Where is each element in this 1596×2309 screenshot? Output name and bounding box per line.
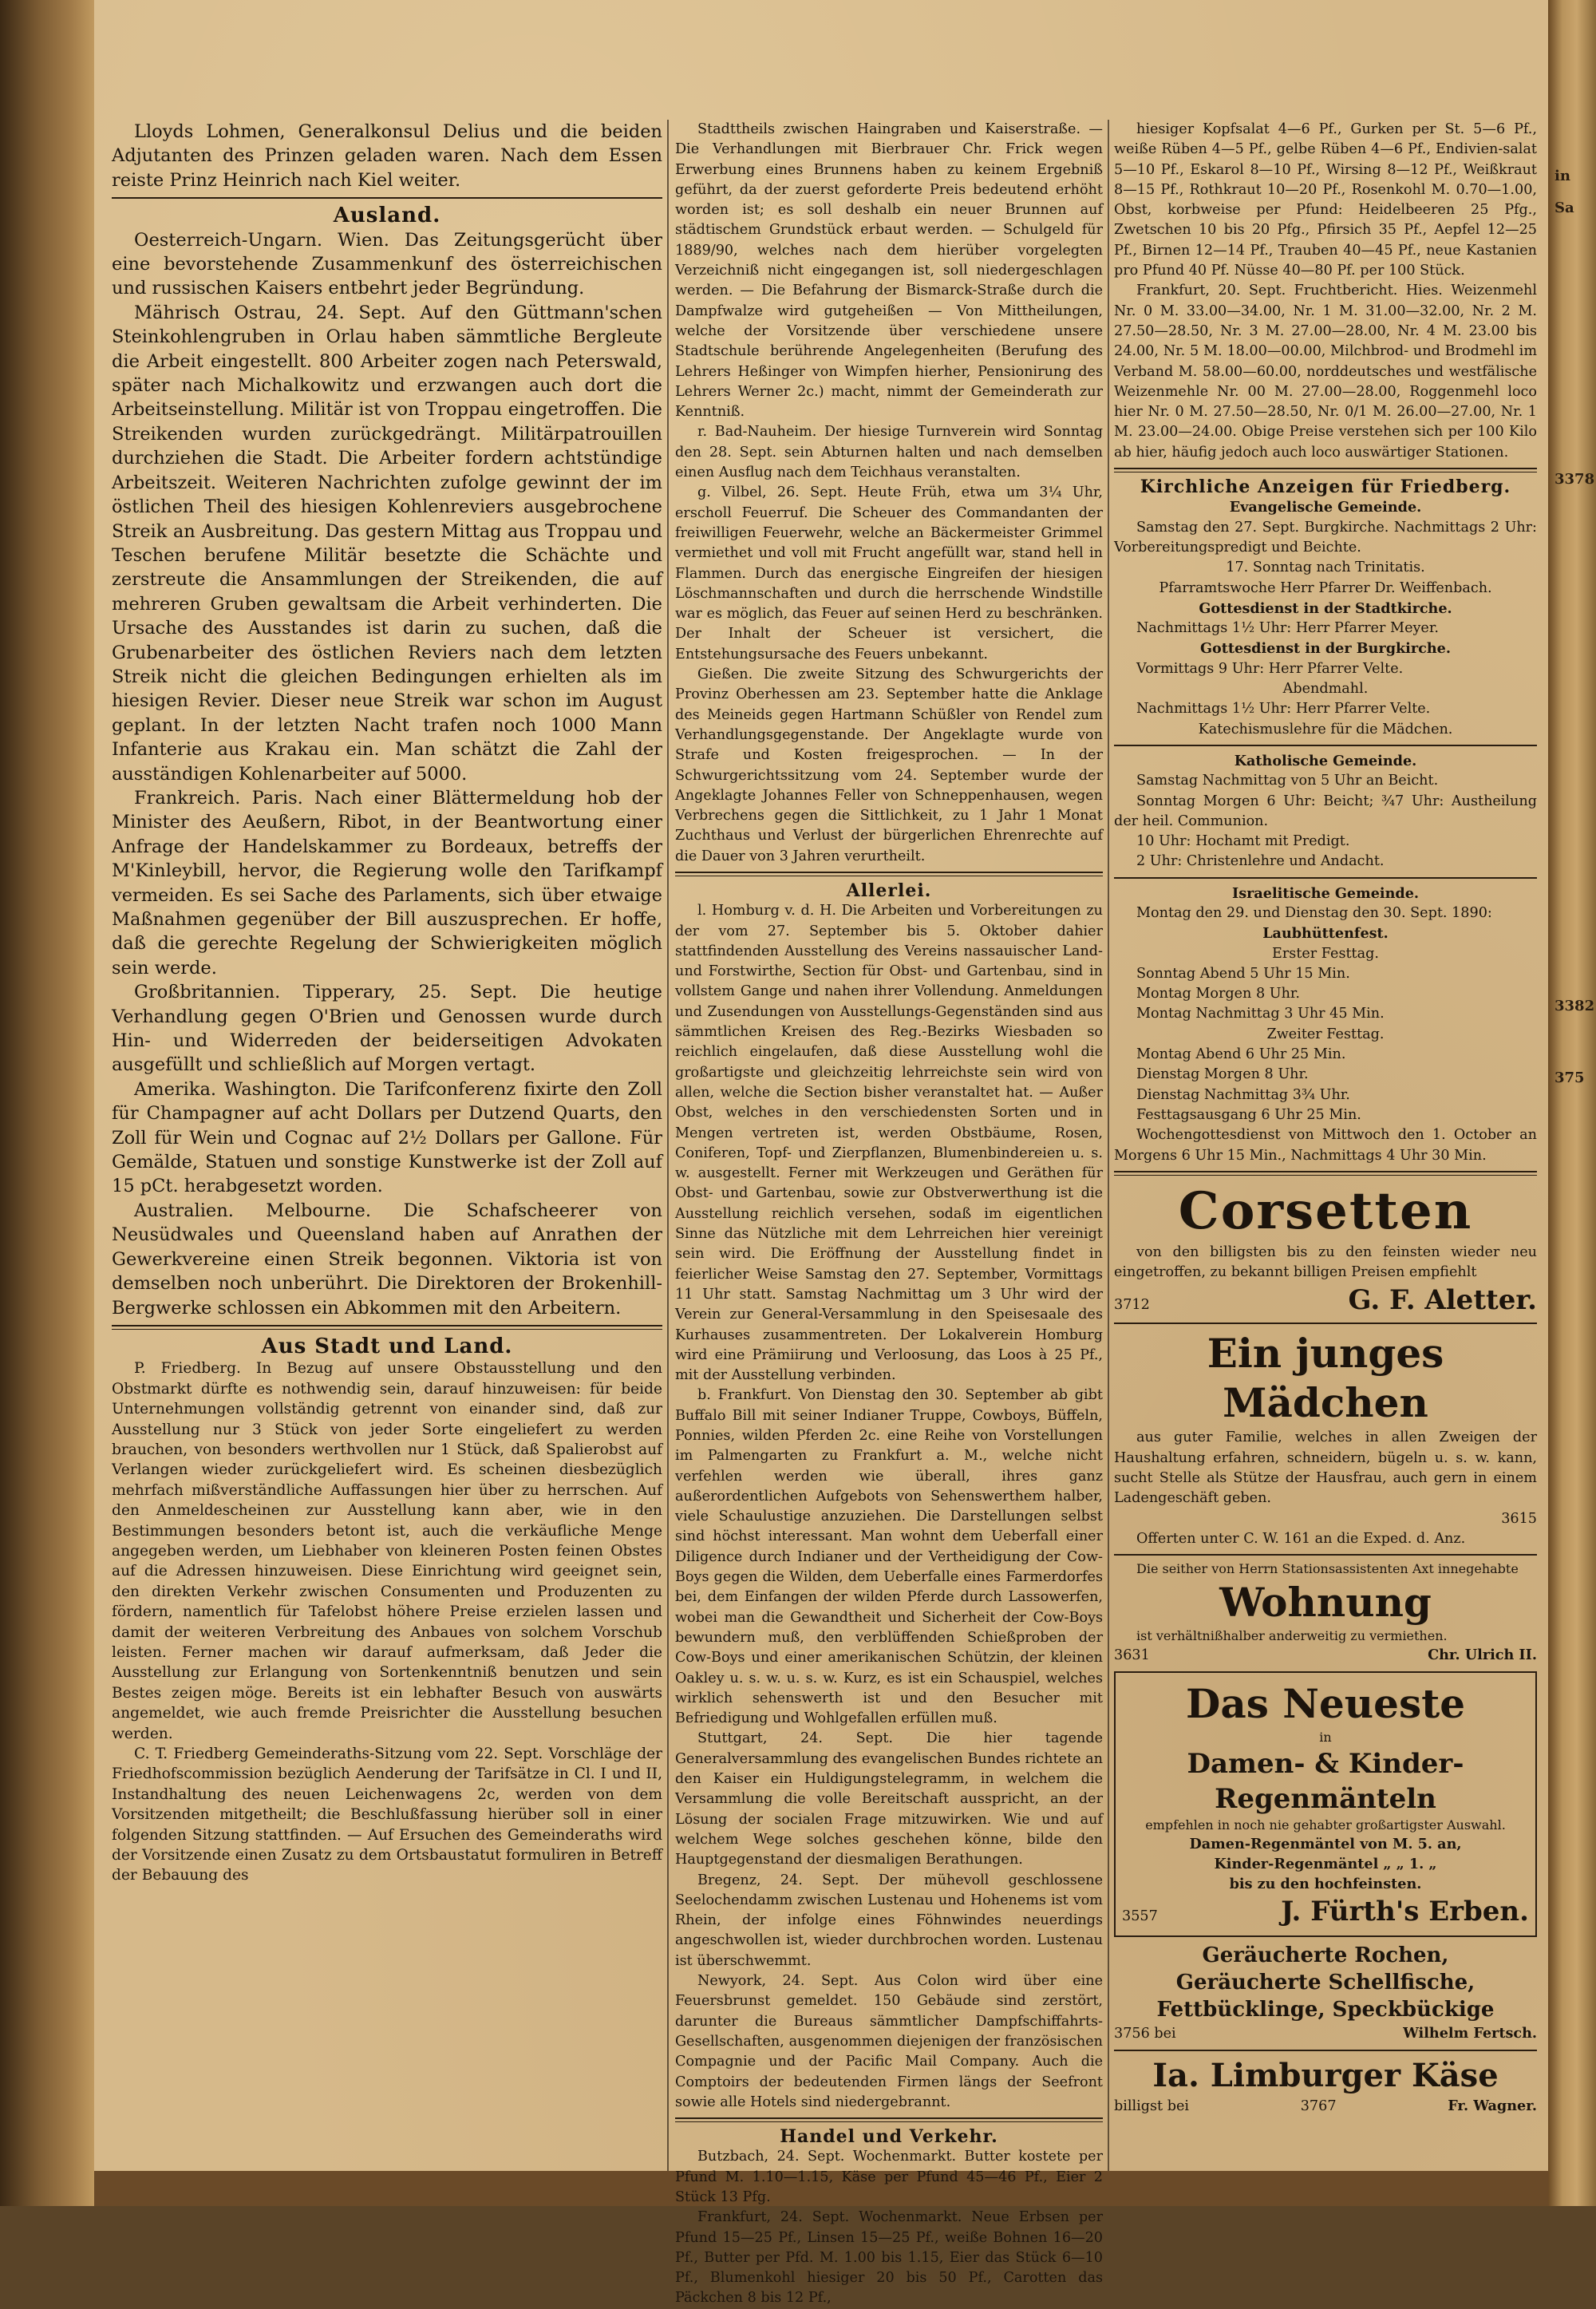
church-line: Samstag Nachmittag von 5 Uhr an Beicht. <box>1136 773 1439 789</box>
divider <box>1114 877 1537 879</box>
column-2 <box>675 120 1103 2309</box>
church-line: Nachmittags 1½ Uhr: Herr Pfarrer Meyer. <box>1136 620 1439 637</box>
divider <box>1114 468 1537 472</box>
church-line: Sonntag Abend 5 Uhr 15 Min. <box>1136 965 1350 982</box>
ad-regenmaentel <box>1114 1671 1537 1938</box>
section-heading-handel: Handel und Verkehr. <box>780 2126 998 2148</box>
article-france: Frankreich. Paris. Nach einer Blättermeldung hob der Minister des Aeußern, Ribot, in der Beantwortung einer Anfrage der Handelskammer zu Bordeaux, betreffs der M'Kinleybill, hervor, die Regierung wolle den Tarifkampf vermeiden. Es sei Sache des Parlaments, sich über etwaige Maßnahmen gegenüber der Bill auszusprechen. Er hoffe, daß die gerechte Regelung der Schwierigkeiten möglich sein werde. <box>112 787 662 979</box>
article-austria: Oesterreich-Ungarn. Wien. Das Zeitungsgerücht über eine bevorstehende Zusammenkunf des österreichischen und russischen Kaisers entbehrt jeder Begründung. <box>112 229 662 299</box>
ad-fisch <box>1114 1942 1537 2044</box>
protestant-title: Evangelische Gemeinde. <box>1229 499 1422 516</box>
next-page-edge <box>1548 0 1596 2206</box>
column-rule-2 <box>1108 120 1109 2171</box>
article-friedberg-gemeinderat: C. T. Friedberg Gemeinderaths-Sitzung vom 22. Sept. Vorschläge der Friedhofscommission bezüglich Aenderung der Tarifsätze in Cl. I und II, Instandhaltung des neuen Leichenwagens 2c, werden von dem Vorsitzenden mitgetheilt; die Beschlußfassung hierüber soll in einer folgenden Sitzung stattfinden. — Auf Ersuchen des Gemeinderaths wird der Vorsitzende einen Zusatz zu dem Ortsbaustatut formuliren in Betreff der Bebauung des <box>112 1746 662 1884</box>
article-newyork: Newyork, 24. Sept. Aus Colon wird über eine Feuersbrunst gemeldet. 150 Gebäude sind zerstört, darunter die Bureaus sämmtlicher Dampfschiffahrts-Gesellschaften, ausgenommen diejenigen der französischen Compagnie und der Pacific Mail Company. Auch die Comptoirs der bedeutenden Firmen längs der Seefront sowie alle Hotels sind niedergebrannt. <box>675 1973 1103 2110</box>
church-line: Wochengottesdienst von Mittwoch den 1. October an Morgens 6 Uhr 15 Min., Nachmittags 4 Uhr 30 Min. <box>1114 1127 1537 1164</box>
ad-wohnung <box>1114 1560 1537 1666</box>
church-line: Montag Nachmittag 3 Uhr 45 Min. <box>1136 1006 1385 1022</box>
ad-title: Wohnung <box>1219 1579 1432 1627</box>
catholic-title: Katholische Gemeinde. <box>1234 752 1417 769</box>
church-line: Pfarramtswoche Herr Pfarrer Dr. Weiffenbach. <box>1159 579 1492 596</box>
ad-firm: G. F. Aletter. <box>1348 1284 1537 1317</box>
edge-fragment: 3382 <box>1555 998 1595 1014</box>
jewish-title: Israelitische Gemeinde. <box>1231 884 1420 902</box>
article-stuttgart: Stuttgart, 24. Sept. Die hier tagende Generalversammlung des evangelischen Bundes richtete an den Kaiser ein Huldigungstelegramm, in welchem die Versammlung die volle Bereitschaft ausspricht, an der Lösung der socialen Frage mitzuwirken. Wie und auf welchem Wege solches geschehen könne, bilde den Hauptgegenstand der diesmaligen Berathungen. <box>675 1730 1103 1868</box>
ad-subtitle: Damen- & Kinder- <box>1187 1747 1464 1780</box>
ad-text: Die seither von Herrn Stationsassistenten Axt innegehabte <box>1136 1561 1519 1577</box>
ad-text: von den billigsten bis zu den feinsten wieder neu eingetroffen, zu bekannt billigen Preisen empfiehlt <box>1114 1243 1537 1281</box>
section-heading-ausland: Ausland. <box>333 204 441 228</box>
article-nauheim: r. Bad-Nauheim. Der hiesige Turnverein wird Sonntag den 28. Sept. sein Abturnen halten und nach demselben einen Ausflug nach dem Teichhaus veranstalten. <box>675 424 1103 481</box>
article-ostrau: Mährisch Ostrau, 24. Sept. Auf den Güttmann'schen Steinkohlengruben in Orlau haben sämmtliche Bergleute die Arbeit eingestellt. 800 Arbeiter zogen nach Peterswald, später nach Michalkowitz und erzwangen auch dort die Arbeitseinstellung. Militär ist von Troppau eingetroffen. Die Streikenden wurden zurückgedrängt. Militärpatrouillen durchziehen die Stadt. Die Arbeiter fordern achtstündige Arbeitszeit. Weiteren Nachrichten zufolge gewinnt der im östlichen Theil des hiesigen Kohlenreviers ausgebrochene Streik an Ausbreitung. Das gestern Mittag aus Troppau und Teschen berufene Militär besetzte die Schächte und zerstreute die Ansammlungen der Streikenden, die auf mehreren Gruben gewaltsam die Arbeit verhinderten. Die Ursache des Ausstandes ist darin zu suchen, daß die Grubenarbeiter des östlichen Reviers nach dem letzten Streik nicht die gleichen Bedingungen erhielten als im hiesigen Revier. Dieser neue Streik war schon im August geplant. In der letzten Nacht trafen noch 1000 Mann Infanterie aus Krakau ein. Man schätzt die Zahl der ausständigen Kohlenarbeiter auf 5000. <box>112 302 662 785</box>
ad-number: 3615 <box>1501 1510 1537 1527</box>
article-friedberg-obst: P. Friedberg. In Bezug auf unsere Obstausstellung und den Obstmarkt dürfte es nothwendig sein, darauf hinzuweisen: für beide Unternehmungen vollständig getrennt von einander sind, daß zur Ausstellung nur 3 Stück von jeder Sorte eingeliefert zu werden brauchen, von besonders werthvollen nur 1 Stück, daß Spalierobst auf Verlangen wieder zurückgeliefert wird. Es scheinen diesbezüglich mehrfach mißverständliche Auffassungen hier über zu herrschen. Auf den Anmeldescheinen zur Ausstellung kann aber, wie in den Bestimmungen besonders betont ist, auch die verkäufliche Menge angegeben werden, um Liebhaber von kleineren Posten feinen Obstes auf die Adressen hinzuweisen. Diese Einrichtung wird geeignet sein, den direkten Verkehr zwischen Consumenten und Produzenten zu fördern, namentlich für Tafelobst höhere Preise erzielen lassen und damit der weiteren Verbreitung des Anbaues von solchem Vorschub leisten. Ferner machen wir darauf aufmerksam, daß Jeder die Ausstellung zur Erlangung von Sortenkenntniß benutzen und sein Bestes zeigen möge. Bereits ist ein lebhafter Besuch von auswärts angemeldet, wie auch fremde Preisrichter die Ausstellung besuchen werden. <box>112 1360 662 1742</box>
ad-firm: Chr. Ulrich II. <box>1428 1647 1537 1664</box>
church-line: Laubhüttenfest. <box>1262 925 1389 943</box>
divider <box>112 197 662 199</box>
church-line: Dienstag Nachmittag 3¾ Uhr. <box>1136 1086 1350 1103</box>
ad-offer: Offerten unter C. W. 161 an die Exped. d. Anz. <box>1136 1530 1466 1547</box>
ad-number: 3631 <box>1114 1647 1150 1664</box>
column-1 <box>112 120 662 1886</box>
article-america: Amerika. Washington. Die Tarifconferenz fixirte den Zoll für Champagner auf acht Dollars per Dutzend Quarts, den Zoll für Wein und Cognac auf 2½ Dollars per Gallone. Für Gemälde, Statuen und sonstige Kunstwerke ist der Zoll auf 15 pCt. herabgesetzt worden. <box>112 1078 662 1197</box>
ad-number: 3756 bei <box>1114 2026 1176 2042</box>
church-line: 2 Uhr: Christenlehre und Andacht. <box>1136 853 1385 870</box>
ad-text: in <box>1319 1729 1332 1745</box>
ad-firm: Wilhelm Fertsch. <box>1403 2025 1537 2042</box>
church-line: 17. Sonntag nach Trinitatis. <box>1226 559 1425 576</box>
market-prices: hiesiger Kopfsalat 4—6 Pf., Gurken per St. 5—6 Pf., weiße Rüben 4—5 Pf., gelbe Rüben 4—6 Pf., Endivien-salat 5—10 Pf., Eskarol 8—10 Pf., Wirsing 8—12 Pf., Weißkraut 8—15 Pf., Rothkraut 10—20 Pf., Rosenkohl M. 0.70—1.00, Obst, korbweise per Pfund: Heidelbeeren 25 Pfg., Zwetschen 10 bis 20 Pfg., Pfirsich 35 Pf., Aepfel 12—25 Pf., Birnen 12—14 Pf., Trauben 40—45 Pf., neue Kastanien pro Pfund 40 Pf. Nüsse 40—80 Pf. per 100 Stück. <box>1114 121 1537 279</box>
edge-fragment: 375 <box>1555 1069 1585 1086</box>
church-line: Montag Morgen 8 Uhr. <box>1136 986 1300 1002</box>
ad-text: ist verhältnißhalber anderweitig zu vermiethen. <box>1136 1628 1448 1644</box>
ad-firm: Fr. Wagner. <box>1448 2097 1537 2114</box>
church-line: Katechismuslehre für die Mädchen. <box>1198 721 1453 737</box>
church-line: Nachmittags 1½ Uhr: Herr Pfarrer Velte. <box>1136 701 1431 718</box>
church-line: Zweiter Festtag. <box>1266 1026 1385 1042</box>
divider <box>675 872 1103 876</box>
divider <box>1114 2050 1537 2051</box>
ad-kaese <box>1114 2056 1537 2117</box>
article-australia: Australien. Melbourne. Die Schafscheerer von Neusüdwales und Queensland haben auf Anrathen der Gewerkvereine einen Streik begonnen. Viktoria ist von demselben noch unberührt. Die Direktoren der Brokenhill-Bergwerke schlossen ein Abkommen mit den Arbeitern. <box>112 1200 662 1319</box>
church-line: Dienstag Morgen 8 Uhr. <box>1136 1066 1309 1083</box>
church-notices-title: Kirchliche Anzeigen für Friedberg. <box>1140 476 1511 498</box>
church-line: Samstag den 27. Sept. Burgkirche. Nachmittags 2 Uhr: Vorbereitungspredigt und Beichte. <box>1114 519 1537 556</box>
ad-text: empfehlen in noch nie gehabter großartigster Auswahl. <box>1145 1817 1506 1833</box>
section-heading-allerlei: Allerlei. <box>846 880 932 901</box>
ad-title: Ia. Limburger Käse <box>1152 2056 1499 2094</box>
ad-subtitle: Regenmänteln <box>1215 1782 1436 1815</box>
article-frankfurt-market: Frankfurt, 24. Sept. Wochenmarkt. Neue Erbsen per Pfund 15—25 Pf., Linsen 15—25 Pf., weiße Bohnen 16—20 Pf., Butter per Pfd. M. 1.00 bis 1.15, Eier das Stück 6—10 Pf., Blumenkohl hiesiger 20 bis 50 Pf., Carotten das Päckchen 8 bis 12 Pf., <box>675 2209 1103 2307</box>
divider <box>675 2117 1103 2122</box>
edge-fragment: 3378 <box>1555 471 1595 488</box>
edge-fragment: in <box>1555 168 1570 184</box>
ad-junges-maedchen <box>1114 1329 1537 1549</box>
divider <box>112 1325 662 1330</box>
article-frankfurt-buffalo: b. Frankfurt. Von Dienstag den 30. September ab gibt Buffalo Bill mit seiner Indianer Truppe, Cowboys, Büffeln, Ponnies, wilden Pferden 2c. eine Reihe von Vorstellungen im Palmengarten zu Frankfurt a. M., welche nicht verfehlen werden wie überall, ihres ganz außerordentlichen Aufgebots von Sehenswerthem halber, viele Schaulustige anzuziehen. Die Darstellungen selbst sind höchst interessant. Man wohnt dem Ueberfall einer Diligence durch Indianer und der Vertheidigung der Cow-Boys gegen die Wilden, dem Ueberfalle eines Farmerdorfes bei, dem Einfangen der wilden Pferde durch Lassowerfen, wobei man die Gewandtheit und Sicherheit der Cow-Boys bewundern muß, den verblüffenden Schießproben der Cow-Boys und einer amerikanischen Schützin, der kleinen Oakley u. s. w. u. s. w. Kurz, es ist ein Schauspiel, welches wirklich sehenswerth ist und den Besucher mit Befriedigung und Wohlgefallen erfüllen muß. <box>675 1387 1103 1727</box>
ad-title: Ein junges Mädchen <box>1207 1330 1444 1427</box>
article-butzbach: Butzbach, 24. Sept. Wochenmarkt. Butter kostete per Pfund M. 1.10—1.15, Käse per Pfund 45—46 Pf., Eier 2 Stück 13 Pfg. <box>675 2149 1103 2205</box>
church-line: Festtagsausgang 6 Uhr 25 Min. <box>1136 1106 1361 1123</box>
church-line: Sonntag Morgen 6 Uhr: Beicht; ¾7 Uhr: Austheilung der heil. Communion. <box>1114 793 1537 829</box>
section-heading-stadt: Aus Stadt und Land. <box>261 1334 513 1358</box>
ad-firm: J. Fürth's Erben. <box>1281 1896 1529 1928</box>
ad-title: Das Neueste <box>1185 1679 1466 1727</box>
article-homburg: l. Homburg v. d. H. Die Arbeiten und Vorbereitungen zu der vom 27. September bis 5. Oktober dahier stattfindenden Ausstellung des Vereins nassauischer Land- und Forstwirthe, Section für Obst- und Gartenbau, sind in vollstem Gange und nahen ihrer Vollendung. Anmeldungen und Zusendungen von Ausstellungs-Gegenständen sind aus sämmtlichen Kreisen des Reg.-Bezirks Wiesbaden so reichlich eingelaufen, daß diese Ausstellung wohl die großartigste und gleichzeitig lehrreichste sein wird von allen, welche die Section bisher veranstaltet hat. — Außer Obst, welches in den verschiedensten Sorten und in Mengen vertreten ist, werden Obstbäume, Rosen, Coniferen, Topf- und Zierpflanzen, Blumenbindereien u. s. w. ausgestellt. Ferner mit Werkzeugen und Geräthen für Obst- und Gartenbau, sowie zur Obstverwerthung ist die Ausstellung reichlich versehen, sodaß im eigentlichen Sinne das Nützliche mit dem Lehrreichen hier vereinigt sein wird. Die Eröffnung der Ausstellung findet in feierlicher Weise Samstag den 27. September, Vormittags 11 Uhr statt. Samstag Nachmittag um 3 Uhr wird der Verein zur General-Versammlung in den Speisesaale des Kurhauses zusammentreten. Der Lokalverein Homburg wird eine Prämiirung und Verloosung, das Loos à 25 Pf., mit der Ausstellung verbinden. <box>675 903 1103 1384</box>
column-rule-1 <box>667 120 669 2171</box>
ad-number: 3712 <box>1114 1297 1150 1314</box>
ad-line: Geräucherte Schellfische, <box>1175 1971 1476 1995</box>
divider <box>1114 1171 1537 1176</box>
edge-fragment: Sa <box>1555 200 1574 216</box>
church-line: 10 Uhr: Hochamt mit Predigt. <box>1136 833 1350 850</box>
article-giessen: Gießen. Die zweite Sitzung des Schwurgerichts der Provinz Oberhessen am 23. September hatte die Anklage des Meineids gegen Hartmann Schüßler von Rendel zum Verhandlungsgegenstande. Der Angeklagte wurde von Strafe und Kosten freigesprochen. — In der Schwurgerichtssitzung vom 24. September wurde der Angeklagte Johannes Feller von Schneppenhausen, wegen Verbrechens gegen die Sittlichkeit, zu 1 Jahr 1 Monat Zuchthaus und Verlust der bürgerlichen Ehrenrechte auf die Dauer von 3 Jahren verurtheilt. <box>675 666 1103 864</box>
ad-line: Damen-Regenmäntel von M. 5. an, <box>1189 1835 1462 1852</box>
ad-title: Corsetten <box>1178 1180 1473 1241</box>
ad-corsetten <box>1114 1180 1537 1319</box>
ad-number: 3767 <box>1300 2097 1337 2114</box>
ad-line: Kinder-Regenmäntel „ „ 1. „ <box>1214 1855 1437 1872</box>
article-bregenz: Bregenz, 24. Sept. Der mühevoll geschlossene Seelochendamm zwischen Lustenau und Hohenems ist vom Rhein, der infolge eines Föhnwindes neuerdings angeschwollen ist, wieder durchbrochen worden. Lustenau ist überschwemmt. <box>675 1872 1103 1969</box>
church-line: Erster Festtag. <box>1272 945 1379 962</box>
ad-line: Fettbücklinge, Speckbückige <box>1156 1998 1495 2022</box>
divider <box>1114 1323 1537 1324</box>
ad-line: Geräucherte Rochen, <box>1202 1943 1449 1968</box>
church-line: Gottesdienst in der Stadtkirche. <box>1199 599 1452 617</box>
ad-number: 3557 <box>1122 1908 1158 1925</box>
grain-report: Frankfurt, 20. Sept. Fruchtbericht. Hies. Weizenmehl Nr. 0 M. 33.00—34.00, Nr. 1 M. 31.00—32.00, Nr. 2 M. 27.50—28.50, Nr. 3 M. 27.00—28.00, Nr. 4 M. 23.00 bis 24.00, Nr. 5 M. 18.00—00.00, Milchbrod- und Brodmehl im Verband M. 58.00—60.00, norddeutsches und westfälische Weizenmehle Nr. 00 M. 27.00—28.00, Roggenmehl loco hier Nr. 0 M. 27.50—28.50, Nr. 0/1 M. 26.00—27.00, Nr. 1 M. 23.00—24.00. Obige Preise verstehen sich per 100 Kilo ab hier, häufig jedoch auch loco auswärtiger Stationen. <box>1114 283 1537 461</box>
church-line: Vormittags 9 Uhr: Herr Pfarrer Velte. <box>1136 660 1404 677</box>
article-britain: Großbritannien. Tipperary, 25. Sept. Die heutige Verhandlung gegen O'Brien und Genossen wurde durch Hin- und Widerreden der beiderseitigen Advokaten ausgefüllt und schließlich auf Morgen vertagt. <box>112 982 662 1076</box>
book-binding <box>0 0 94 2206</box>
article-continued: Stadttheils zwischen Haingraben und Kaiserstraße. — Die Verhandlungen mit Bierbrauer Chr. Frick wegen Erwerbung eines Brunnens haben zu keinem Ergebniß geführt, da der zuerst geforderte Preis bedeutend erhöht worden ist; es soll deshalb ein neuer Brunnen auf städtischem Grundstück erbaut werden. — Schulgeld für 1889/90, welches nach dem hierüber vorgelegten Verzeichniß nicht eingegangen ist, soll niedergeschlagen werden. — Die Befahrung der Bismarck-Straße durch die Dampfwalze wird gutgeheißen — Von Mittheilungen, welche der Vorsitzende über verschiedene unsere Stadtschule berührende Angelegenheiten (Berufung des Lehrers Heßinger von Wimpfen hierher, Pensionirung des Lehrers Werner 2c.) macht, nimmt der Gemeinderath zur Kenntniß. <box>675 121 1103 421</box>
divider <box>1114 745 1537 746</box>
ad-text: billigst bei <box>1114 2097 1190 2114</box>
article-intro: Lloyds Lohmen, Generalkonsul Delius und die beiden Adjutanten des Prinzen geladen waren. Nach dem Essen reiste Prinz Heinrich nach Kiel weiter. <box>112 121 662 191</box>
church-line: Abendmahl. <box>1282 681 1369 698</box>
ad-text: aus guter Familie, welches in allen Zweigen der Haushaltung erfahren, schneidern, bügeln u. s. w. kann, sucht Stelle als Stütze der Hausfrau, auch gern in einem Ladengeschäft geben. <box>1114 1429 1537 1507</box>
church-line: Gottesdienst in der Burgkirche. <box>1200 640 1451 658</box>
church-line: Montag den 29. und Dienstag den 30. Sept. 1890: <box>1136 904 1492 921</box>
church-line: Montag Abend 6 Uhr 25 Min. <box>1136 1046 1346 1063</box>
ad-line: bis zu den hochfeinsten. <box>1229 1876 1422 1893</box>
divider <box>1114 1554 1537 1556</box>
article-vilbel: g. Vilbel, 26. Sept. Heute Früh, etwa um 3¼ Uhr, erscholl Feuerruf. Die Scheuer des Commandanten der freiwilligen Feuerwehr, welche an Bäckermeister Grimmel vermiethet und voll mit Frucht angefüllt war, stand hell in Flammen. Durch das energische Eingreifen der hiesigen Löschmannschaften und durch die herrschende Windstille war es möglich, das Feuer auf seinen Herd zu beschränken. Der Inhalt der Scheuer ist versichert, die Entstehungsursache des Feuers unbekannt. <box>675 484 1103 662</box>
column-3 <box>1114 120 1537 2117</box>
